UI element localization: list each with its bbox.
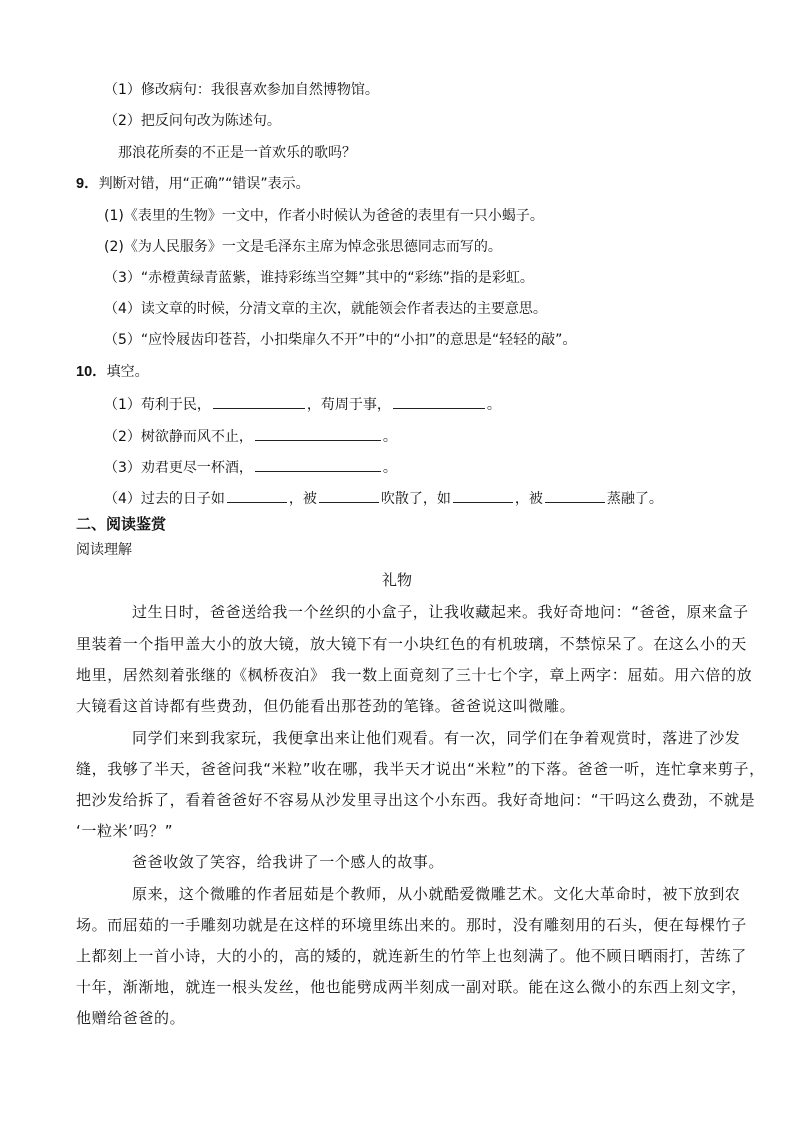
q8-item-2: （2）把反问句改为陈述句。	[104, 113, 281, 129]
q10-item-4-text-d: ，被	[514, 491, 543, 507]
passage-line: 过生日时，爸爸送给我一个丝织的小盒子，让我收藏起来。我好奇地问：“爸爸，原来盒子	[132, 603, 749, 621]
fill-blank[interactable]	[227, 487, 287, 503]
q9-item-4: （4）读文章的时候，分清文章的主次，就能领会作者表达的主要意思。	[104, 301, 547, 317]
q10-heading	[76, 362, 149, 382]
q9-heading	[76, 174, 310, 194]
q10-item-3-text-b: 。	[382, 460, 397, 476]
passage-line: ‘一粒米’吗？”	[76, 822, 174, 840]
q9-stem: 判断对错，用“正确”“错误”表示。	[98, 176, 310, 192]
q9-item-5: （5）“应怜屐齿印苍苔，小扣柴扉久不开”中的“小扣”的意思是“轻轻的敲”。	[104, 332, 577, 348]
q10-item-1	[104, 393, 501, 413]
q10-item-1-text-c: 。	[486, 397, 501, 413]
passage-line: 上都刻上一首小诗，大的小的，高的矮的，就连新生的竹竿上也刻满了。他不顾日晒雨打，苦练了	[76, 947, 747, 965]
q10-item-2-text-a: （2）树欲静而风不止，	[104, 429, 253, 445]
q10-item-3	[104, 456, 397, 476]
q9-number: 9．	[76, 176, 99, 192]
passage-line: 地里，居然刻着张继的《枫桥夜泊》 我一数上面竟刻了三十七个字，章上两字：屈茹。用六倍的放	[76, 666, 753, 684]
q10-item-3-text-a: （3）劝君更尽一杯酒，	[104, 460, 253, 476]
q8-sentence: 那浪花所奏的不正是一首欢乐的歌吗？	[118, 145, 356, 161]
passage-line: 他赠给爸爸的。	[76, 1009, 186, 1027]
section-subheading: 阅读理解	[76, 542, 132, 558]
passage-line: 大镜看这首诗都有些费劲，但仍能看出那苍劲的笔锋。爸爸说这叫微雕。	[76, 697, 576, 715]
passage-line: 场。而屈茹的一手雕刻功就是在这样的环境里练出来的。那时，没有雕刻用的石头，便在每棵竹子	[76, 916, 747, 934]
passage-title: 礼物	[382, 571, 413, 589]
q10-stem: 填空。	[106, 364, 149, 380]
fill-blank[interactable]	[393, 393, 485, 409]
fill-blank[interactable]	[213, 393, 305, 409]
passage-line: 十年，渐渐地，就连一根头发丝，他也能劈成两半刻成一副对联。能在这么微小的东西上刻文字，	[76, 978, 747, 996]
passage-line: 原来，这个微雕的作者屈茹是个教师，从小就酷爱微雕艺术。文化大革命时，被下放到农	[132, 885, 741, 903]
q10-item-2	[104, 425, 397, 445]
fill-blank[interactable]	[255, 425, 381, 441]
q10-item-4-text-b: ，被	[288, 491, 317, 507]
fill-blank[interactable]	[453, 487, 513, 503]
passage-line: 把沙发给拆了，看着爸爸好不容易从沙发里寻出这个小东西。我好奇地问：“干吗这么费劲，不就是	[76, 791, 756, 809]
passage-line: 缝，我够了半天，爸爸问我“米粒”收在哪，我半天才说出“米粒”的下落。爸爸一听，连忙拿来剪子，	[76, 760, 765, 778]
fill-blank[interactable]	[319, 487, 379, 503]
fill-blank[interactable]	[545, 487, 605, 503]
passage-line: 爸爸收敛了笑容，给我讲了一个感人的故事。	[132, 853, 445, 871]
q10-item-1-text-a: （1）苟利于民，	[104, 397, 211, 413]
q10-item-4-text-e: 蒸融了。	[606, 491, 663, 507]
q10-item-4-text-c: 吹散了，如	[380, 491, 451, 507]
q10-number: 10．	[76, 364, 107, 380]
q10-item-1-text-b: ，苟周于事，	[306, 397, 391, 413]
q9-item-3: （3）“赤橙黄绿青蓝紫，谁持彩练当空舞”其中的“彩练”指的是彩虹。	[104, 270, 534, 286]
q10-item-4	[104, 487, 663, 507]
fill-blank[interactable]	[255, 456, 381, 472]
passage-line: 里装着一个指甲盖大小的放大镜，放大镜下有一小块红色的有机玻璃，不禁惊呆了。在这么小的天	[76, 635, 747, 653]
q9-item-1: (1)《表里的生物》一文中，作者小时候认为爸爸的表里有一只小蝎子。	[104, 208, 544, 224]
q10-item-4-text-a: （4）过去的日子如	[104, 491, 225, 507]
q10-item-2-text-b: 。	[382, 429, 397, 445]
q8-item-1: （1）修改病句：我很喜欢参加自然博物馆。	[104, 82, 379, 98]
q9-item-2: (2)《为人民服务》一文是毛泽东主席为悼念张思德同志而写的。	[104, 239, 502, 255]
section-heading: 二、阅读鉴赏	[76, 515, 167, 533]
passage-line: 同学们来到我家玩，我便拿出来让他们观看。有一次，同学们在争着观赏时，落进了沙发	[132, 729, 741, 747]
